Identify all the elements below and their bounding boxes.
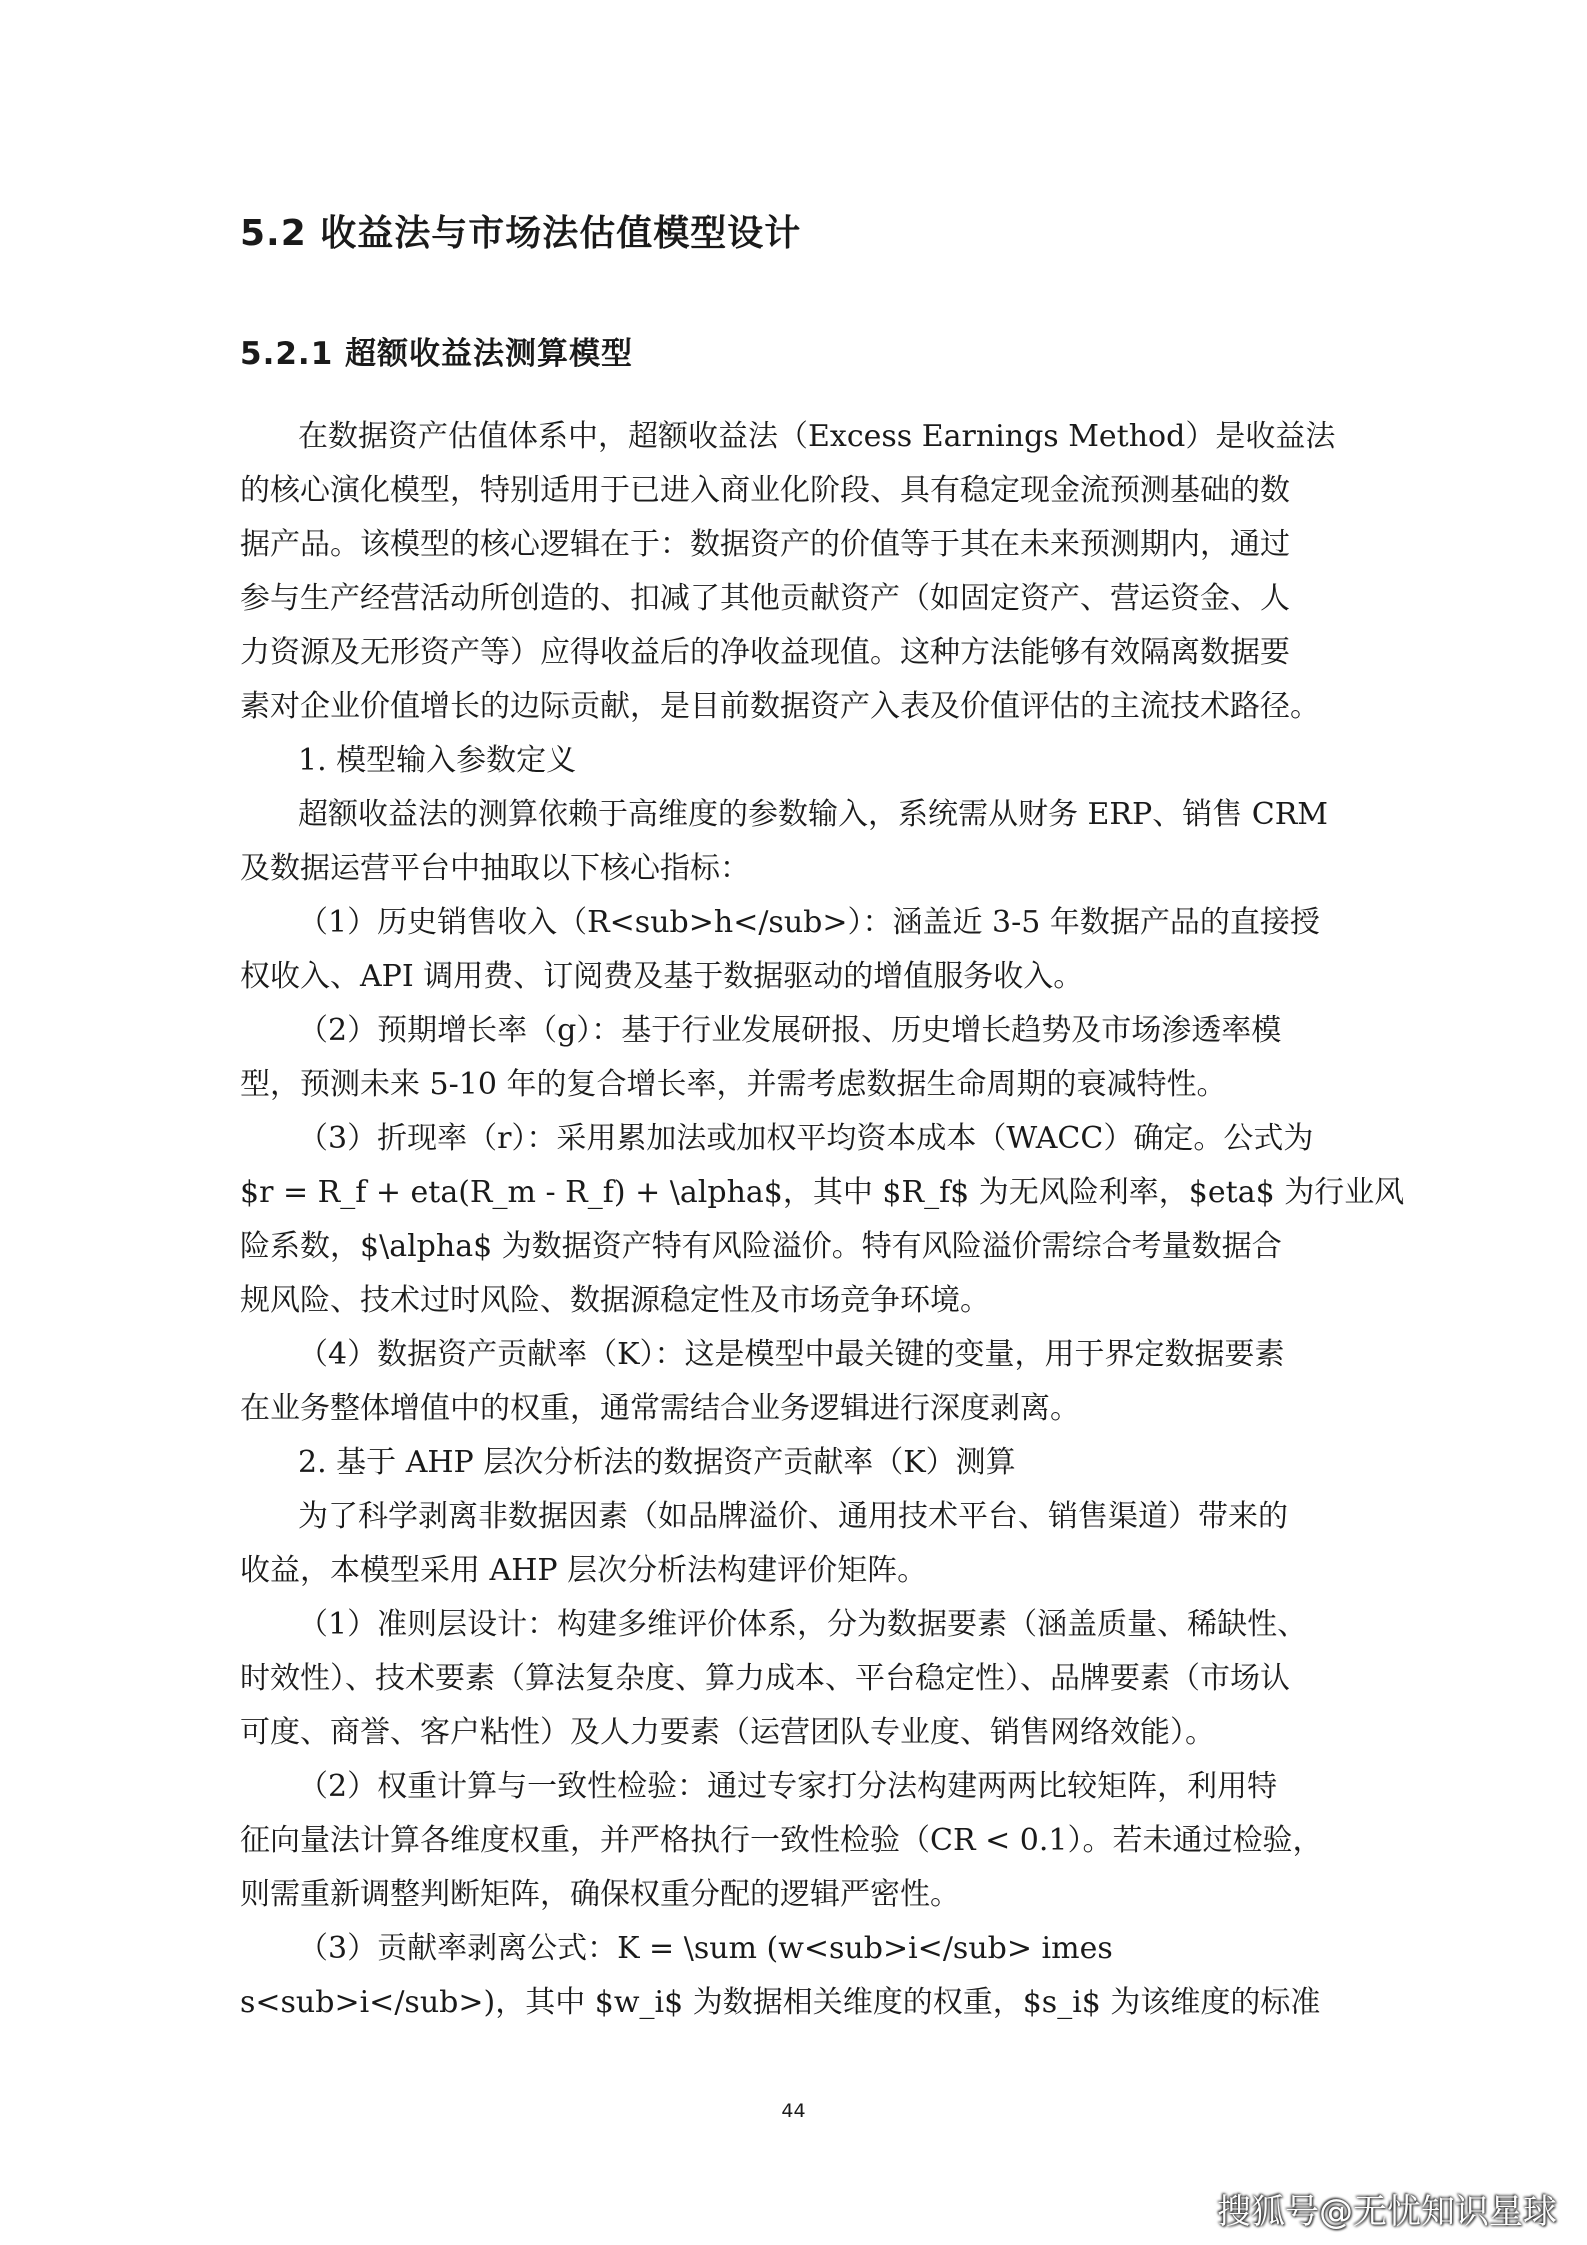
list-item-line: （3）折现率（r）：采用累加法或加权平均资本成本（WACC）确定。公式为 xyxy=(298,1121,1314,1156)
paragraph-line: 在数据资产估值体系中，超额收益法（Excess Earnings Method）是收益法 xyxy=(298,419,1336,454)
list-item-line: 型，预测未来 5-10 年的复合增长率，并需考虑数据生命周期的衰减特性。 xyxy=(240,1067,1227,1102)
list-heading: 1. 模型输入参数定义 xyxy=(298,743,577,778)
list-item-line: 可度、商誉、客户粘性）及人力要素（运营团队专业度、销售网络效能）。 xyxy=(240,1715,1215,1750)
list-item-line: （4）数据资产贡献率（K）：这是模型中最关键的变量，用于界定数据要素 xyxy=(298,1337,1285,1372)
paragraph-line: 收益，本模型采用 AHP 层次分析法构建评价矩阵。 xyxy=(240,1553,928,1588)
list-item-line: （1）历史销售收入（R<sub>h</sub>）：涵盖近 3-5 年数据产品的直接授 xyxy=(298,905,1320,940)
body-text xyxy=(240,410,1405,2030)
list-item-line: 时效性）、技术要素（算法复杂度、算力成本、平台稳定性）、品牌要素（市场认 xyxy=(240,1661,1290,1696)
page-number: 44 xyxy=(781,2100,806,2122)
list-item-line: （3）贡献率剥离公式：K = \sum (w<sub>i</sub> imes xyxy=(298,1931,1113,1966)
list-item-line: （2）预期增长率（g）：基于行业发展研报、历史增长趋势及市场渗透率模 xyxy=(298,1013,1282,1048)
paragraph-line: 及数据运营平台中抽取以下核心指标： xyxy=(240,851,750,886)
paragraph-line: 的核心演化模型，特别适用于已进入商业化阶段、具有稳定现金流预测基础的数 xyxy=(240,473,1290,508)
section-heading: 5.2 收益法与市场法估值模型设计 xyxy=(240,213,802,254)
list-item-line: s<sub>i</sub>)，其中 $w_i$ 为数据相关维度的权重，$s_i$ 为该维度的标准 xyxy=(240,1985,1321,2020)
paragraph-line: 为了科学剥离非数据因素（如品牌溢价、通用技术平台、销售渠道）带来的 xyxy=(298,1499,1288,1534)
paragraph-line: 参与生产经营活动所创造的、扣减了其他贡献资产（如固定资产、营运资金、人 xyxy=(240,581,1290,616)
paragraph-line: 据产品。该模型的核心逻辑在于：数据资产的价值等于其在未来预测期内，通过 xyxy=(240,527,1290,562)
paragraph-line: 力资源及无形资产等）应得收益后的净收益现值。这种方法能够有效隔离数据要 xyxy=(240,635,1290,670)
list-item-line: 在业务整体增值中的权重，通常需结合业务逻辑进行深度剥离。 xyxy=(240,1391,1080,1426)
paragraph-line: 超额收益法的测算依赖于高维度的参数输入，系统需从财务 ERP、销售 CRM xyxy=(298,797,1329,832)
list-item-line: 权收入、API 调用费、订阅费及基于数据驱动的增值服务收入。 xyxy=(240,959,1084,994)
subsection-heading: 5.2.1 超额收益法测算模型 xyxy=(240,336,634,372)
list-heading: 2. 基于 AHP 层次分析法的数据资产贡献率（K）测算 xyxy=(298,1445,1016,1480)
paragraph-line: 素对企业价值增长的边际贡献，是目前数据资产入表及价值评估的主流技术路径。 xyxy=(240,689,1320,724)
list-item-line: $r = R_f + eta(R_m - R_f) + \alpha$，其中 $R_f$ 为无风险利率，$eta$ 为行业风 xyxy=(240,1175,1405,1210)
list-item-line: 险系数，$\alpha$ 为数据资产特有风险溢价。特有风险溢价需综合考量数据合 xyxy=(240,1229,1282,1264)
list-item-line: 规风险、技术过时风险、数据源稳定性及市场竞争环境。 xyxy=(240,1283,990,1318)
watermark: 搜狐号@无忧知识星球 xyxy=(1217,2192,1557,2232)
list-item-line: 则需重新调整判断矩阵，确保权重分配的逻辑严密性。 xyxy=(240,1877,960,1912)
list-item-line: （2）权重计算与一致性检验：通过专家打分法构建两两比较矩阵，利用特 xyxy=(298,1769,1278,1804)
list-item-line: （1）准则层设计：构建多维评价体系，分为数据要素（涵盖质量、稀缺性、 xyxy=(298,1607,1308,1642)
list-item-line: 征向量法计算各维度权重，并严格执行一致性检验（CR < 0.1）。若未通过检验， xyxy=(240,1823,1323,1858)
